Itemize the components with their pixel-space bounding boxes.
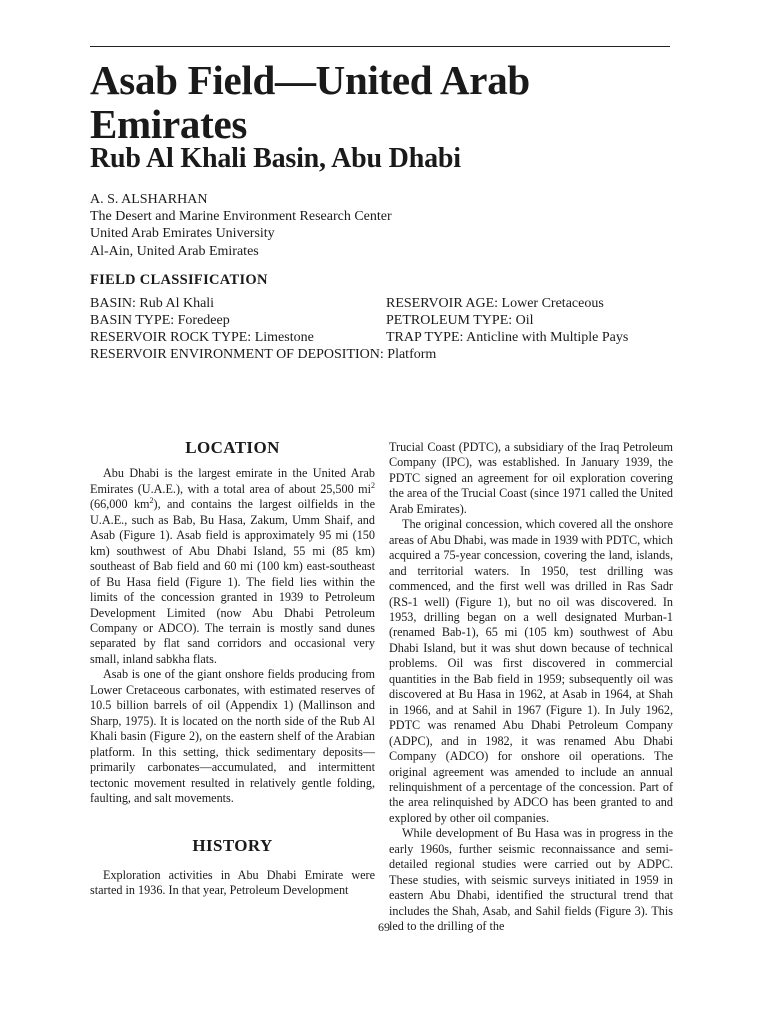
article-title: Asab Field—United Arab Emirates	[90, 57, 530, 147]
history-paragraph: While development of Bu Hasa was in progress in the early 1960s, further seismic reconnaissance and semi-detailed regional studies were carried out by ADPC. These studies, with seismic surveys initiated in 1959 in eastern Abu Dhabi, identified the structural trend that includes the Shah, Asab, and Sahil fields (Figure 3). This led to the drilling of the	[389, 826, 673, 934]
affiliation-line: United Arab Emirates University	[90, 226, 275, 242]
basin-value: BASIN: Rub Al Khali	[90, 296, 215, 311]
rock-type-value: RESERVOIR ROCK TYPE: Limestone	[90, 330, 314, 345]
affiliation-line: Al-Ain, United Arab Emirates	[90, 243, 259, 259]
author-block	[90, 191, 392, 260]
history-heading: HISTORY	[192, 836, 273, 856]
history-paragraph: The original concession, which covered all the onshore areas of Abu Dhabi, was made in 1939 with PDTC, which acquired a 75-year concession, covering the land, islands, and territorial waters. In 1950, test drilling was commenced, and the first well was drilled in Ras Sadr (RS-1 well) (Figure 1), but no oil was discovered. In 1953, drilling began on a well designated Murban-1 (renamed Bab-1), 65 mi (105 km) southwest of Abu Dhabi Island, but it was shut down because of technical problems. Oil was first discovered in commercial quantities in the Bab field in 1959; subsequently oil was discovered at Bu Hasa in 1962, at Asab in 1964, at Shah in 1966, and at Sahil in 1967 (Figure 1). In July 1962, PDTC was renamed Abu Dhabi Petroleum Company (ADPC), and in 1982, it was renamed Abu Dhabi Company (ADCO) for onshore oil operations. The original agreement was amended to include an annual relinquishment of a percentage of the concession. Part of the area relinquished by ADCO has been granted to and explored by other oil companies.	[389, 517, 673, 825]
author-name: A. S. ALSHARHAN	[90, 192, 208, 207]
right-column	[389, 440, 673, 935]
location-heading: LOCATION	[185, 438, 280, 457]
affiliation-line: The Desert and Marine Environment Research Center	[90, 209, 392, 225]
left-column	[90, 440, 375, 899]
petroleum-type-value: PETROLEUM TYPE: Oil	[386, 313, 534, 328]
location-paragraph: Abu Dhabi is the largest emirate in the United Arab Emirates (U.A.E.), with a total area of about 25,500 $mi^2$ (66,000 $km^2$), and contains the largest oilfields in the U.A.E., such as Bab, Bu Hasa, Zakum, Umm Shaif, and Asab (Figure 1). Asab field is approximately 95 mi (150 km) southwest of Abu Dhabi Island, 55 mi (85 km) southeast of Bab field and 60 mi (100 km) east-southeast of Bu Hasa field (Figure 1). The field lies within the limits of the concession granted in 1939 to Petroleum Development Limited (now Abu Dhabi Petroleum Company or ADCO). The terrain is mostly sand dunes separated by flat sand corridors and occasional very small, inland sabkha flats.	[90, 466, 375, 666]
environment-value: RESERVOIR ENVIRONMENT OF DEPOSITION: Platform	[90, 347, 437, 362]
history-paragraph: Exploration activities in Abu Dhabi Emirate were started in 1936. In that year, Petroleum Development	[90, 867, 375, 898]
history-paragraph: Trucial Coast (PDTC), a subsidiary of the Iraq Petroleum Company (IPC), was established. In January 1939, the PDTC signed an agreement for oil exploration covering the area of the Trucial Coast (since 1971 called the United Arab Emirates).	[389, 440, 673, 516]
field-classification-heading: FIELD CLASSIFICATION	[90, 272, 268, 288]
article-subtitle: Rub Al Khali Basin, Abu Dhabi	[90, 143, 461, 174]
page-number: 69	[378, 920, 390, 934]
trap-type-value: TRAP TYPE: Anticline with Multiple Pays	[386, 330, 629, 345]
location-paragraph: Asab is one of the giant onshore fields producing from Lower Cretaceous carbonates, with estimated reserves of 10.5 billion barrels of oil (Appendix 1) (Mallinson and Sharp, 1975). It is located on the north side of the Rub Al Khali basin (Figure 2), on the eastern shelf of the Arabian platform. In this setting, thick sedimentary deposits—primarily carbonates—accumulated, and intermittent tectonic movement resulted in relatively gentle folding, faulting, and salt movements.	[90, 667, 375, 805]
header-rule	[90, 46, 670, 47]
basin-type-value: BASIN TYPE: Foredeep	[90, 313, 230, 328]
reservoir-age-value: RESERVOIR AGE: Lower Cretaceous	[386, 296, 604, 311]
